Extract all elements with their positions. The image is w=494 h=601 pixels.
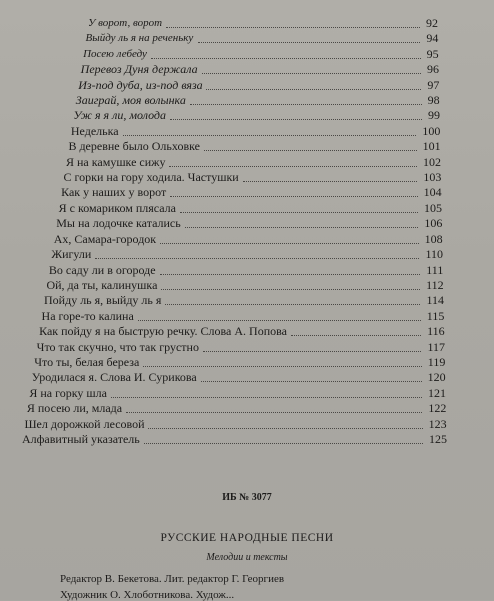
toc-page-number: 108 [424, 231, 443, 246]
toc-dot-leader [165, 303, 420, 305]
toc-dot-leader [202, 72, 421, 74]
toc-entry [0, 355, 494, 369]
toc-entry-title: Во саду ли в огороде [48, 262, 156, 277]
toc-entry [0, 93, 494, 107]
toc-entry-title: Как пойду я на быструю речку. Слова А. Попова [39, 324, 287, 339]
toc-entry-title: Что ты, белая береза [34, 354, 140, 369]
toc-dot-leader [170, 195, 418, 197]
toc-entry [0, 386, 494, 400]
credits-line: Редактор В. Бекетова. Лит. редактор Г. Георгиев [60, 573, 285, 585]
toc-entry [0, 185, 494, 199]
toc-page-number: 94 [426, 31, 439, 46]
toc-page-number: 99 [428, 108, 440, 123]
toc-page-number: 115 [426, 308, 445, 323]
toc-page-number: 122 [428, 401, 447, 416]
toc-entry-title: Заиграй, моя волынка [75, 93, 186, 108]
toc-entry-title: Я с комариком плясала [58, 200, 176, 215]
toc-entry-title: Посею лебеду [83, 47, 147, 60]
toc-dot-leader [170, 118, 422, 120]
toc-entry-title: Пойду ль я, выйду ль я [44, 293, 162, 308]
toc-entry [0, 216, 494, 230]
toc-page-number: 110 [425, 247, 443, 262]
toc-page-number: 120 [427, 370, 446, 385]
toc-entry-title: Ой, да ты, калинушка [46, 277, 158, 292]
toc-entry [0, 263, 494, 277]
toc-entry [0, 155, 494, 169]
credits-line: Художник О. Хлоботникова. Худож... [60, 589, 235, 601]
toc-entry [0, 370, 494, 384]
toc-dot-leader [185, 226, 418, 228]
book-title: РУССКИЕ НАРОДНЫЕ ПЕСНИ [160, 532, 334, 544]
toc-dot-leader [190, 103, 422, 105]
toc-dot-leader [95, 257, 419, 259]
toc-entry [0, 170, 494, 184]
toc-page-number: 98 [427, 93, 440, 108]
toc-dot-leader [243, 180, 417, 182]
toc-dot-leader [111, 396, 422, 398]
toc-entry-title: Мы на лодочке катались [56, 216, 181, 231]
toc-entry-title: В деревне было Ольховке [68, 139, 200, 154]
toc-dot-leader [160, 242, 419, 244]
toc-page-number: 125 [429, 432, 447, 446]
toc-entry [0, 62, 494, 76]
toc-entry [0, 31, 494, 45]
toc-entry-title: Уродилася я. Слова И. Сурикова [31, 370, 197, 385]
toc-page-number: 105 [424, 200, 442, 215]
toc-entry-title: Уж я я ли, молода [73, 108, 167, 123]
toc-entry [0, 432, 494, 446]
imprint-number: ИБ № 3077 [222, 492, 272, 503]
toc-dot-leader [291, 334, 421, 336]
toc-entry-title: Выйду ль я на реченьку [85, 32, 194, 45]
toc-dot-leader [161, 288, 420, 290]
toc-dot-leader [204, 149, 417, 151]
toc-page-number: 116 [427, 324, 445, 339]
toc-dot-leader [123, 134, 416, 136]
toc-entry [0, 16, 494, 30]
toc-page-number: 95 [426, 46, 439, 61]
toc-page-number: 106 [424, 216, 443, 231]
toc-entry-title: Алфавитный указатель [22, 432, 140, 446]
toc-page-number: 123 [428, 416, 447, 431]
toc-dot-leader [206, 88, 421, 90]
toc-entry [0, 293, 494, 307]
toc-dot-leader [144, 442, 423, 444]
toc-dot-leader [126, 411, 422, 413]
toc-entry-title: У ворот, ворот [88, 17, 163, 29]
toc-entry-title: Из-под дуба, из-под вяза [78, 77, 203, 92]
toc-entry [0, 108, 494, 122]
toc-entry-title: Я на горку шла [29, 385, 107, 400]
toc-page-number: 103 [423, 170, 442, 185]
toc-page-number: 104 [423, 185, 442, 200]
toc-page-number: 97 [427, 77, 440, 92]
toc-entry [0, 232, 494, 246]
toc-entry-title: Неделька [70, 123, 119, 138]
toc-page-number: 121 [428, 385, 446, 400]
toc-entry-title: Я на камушке сижу [66, 154, 166, 169]
toc-entry-title: Ах, Самара-городок [53, 231, 157, 246]
toc-dot-leader [166, 26, 420, 28]
toc-entry [0, 247, 494, 261]
toc-entry [0, 139, 494, 153]
toc-page-number: 114 [426, 293, 444, 308]
toc-page-number: 96 [427, 62, 439, 77]
toc-entry [0, 201, 494, 215]
toc-entry [0, 78, 494, 92]
toc-dot-leader [201, 380, 422, 382]
toc-entry-title: С горки на гору ходила. Частушки [63, 170, 239, 185]
toc-page-number: 117 [427, 339, 445, 354]
toc-entry [0, 401, 494, 415]
toc-page-number: 102 [423, 154, 441, 169]
toc-entry-title: На горе-то калина [41, 308, 134, 323]
toc-page-number: 100 [422, 123, 441, 138]
toc-entry-title: Перевоз Дуня держала [80, 62, 198, 77]
toc-page-number: 112 [426, 277, 444, 292]
toc-entry [0, 340, 494, 354]
toc-dot-leader [169, 165, 417, 167]
toc-entry-title: Жигули [51, 247, 92, 262]
toc-page-number: 92 [426, 16, 438, 30]
toc-dot-leader [151, 57, 421, 59]
toc-entry [0, 309, 494, 323]
toc-entry [0, 417, 494, 431]
toc-entry-title: Шел дорожкой лесовой [24, 416, 145, 431]
toc-page-number: 111 [426, 262, 444, 277]
toc-page-number: 119 [427, 354, 446, 369]
toc-dot-leader [180, 211, 418, 213]
toc-entry [0, 47, 494, 61]
toc-entry-title: Я посею ли, млада [26, 401, 123, 416]
book-subtitle: Мелодии и тексты [206, 552, 288, 563]
toc-entry-title: Что так скучно, что так грустно [36, 339, 199, 354]
toc-entry [0, 278, 494, 292]
toc-dot-leader [143, 365, 422, 367]
toc-entry-title: Как у наших у ворот [61, 185, 167, 200]
toc-dot-leader [148, 427, 423, 429]
toc-page-number: 101 [422, 139, 441, 154]
toc-entry [0, 324, 494, 338]
toc-dot-leader [198, 41, 420, 43]
toc-dot-leader [138, 319, 421, 321]
toc-entry [0, 124, 494, 138]
toc-dot-leader [203, 350, 421, 352]
toc-dot-leader [160, 273, 420, 275]
